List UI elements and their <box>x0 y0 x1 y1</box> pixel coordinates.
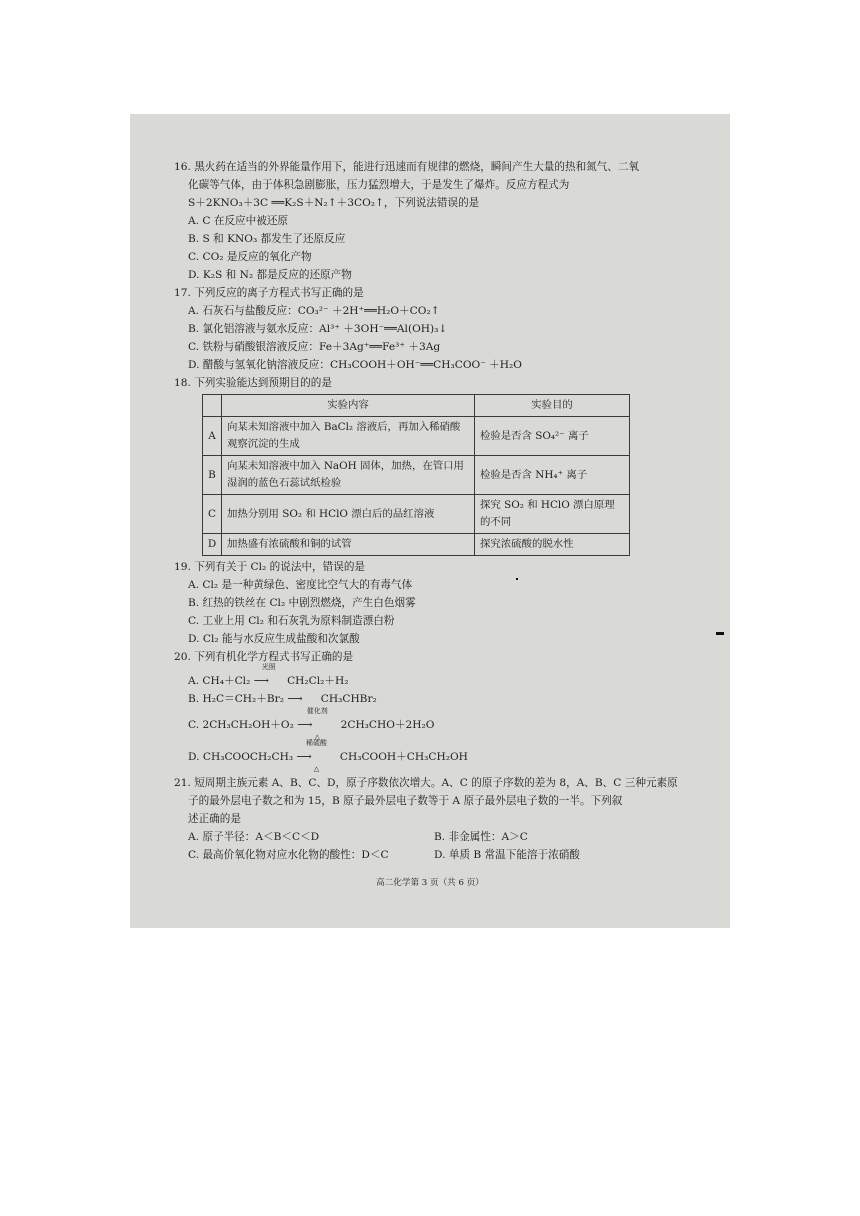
row-purpose: 探究浓硫酸的脱水性 <box>475 534 630 556</box>
reaction-arrow <box>296 739 336 773</box>
arrow-icon: ⟶ <box>296 751 312 763</box>
q21-stem-line-1: 21. 短周期主族元素 A、B、C、D，原子序数依次增大。A、C 的原子序数的差为 8，A、B、C 三种元素原 <box>174 777 678 789</box>
q21-option-c: C. 最高价氧化物对应水化物的酸性：D＜C <box>188 849 389 861</box>
q17-option-b: B. 氯化铝溶液与氨水反应：Al³⁺ ＋3OH⁻══Al(OH)₃↓ <box>188 323 448 335</box>
q20-d-left: D. CH₃COOCH₂CH₃ <box>188 751 294 763</box>
row-content: 加热分别用 SO₂ 和 HClO 漂白后的品红溶液 <box>222 495 475 534</box>
reaction-arrow <box>253 663 284 690</box>
q17-option-a: A. 石灰石与盐酸反应：CO₃²⁻ ＋2H⁺══H₂O＋CO₂↑ <box>188 305 440 317</box>
q16-option-d: D. K₂S 和 N₂ 都是反应的还原产物 <box>188 269 352 281</box>
table-row <box>203 456 630 495</box>
arrow-icon: ⟶ <box>253 675 269 687</box>
q20-stem: 20. 下列有机化学方程式书写正确的是 <box>174 651 354 663</box>
q21-stem-line-3: 述正确的是 <box>188 813 241 825</box>
arrow-condition-bottom: △ <box>313 765 320 773</box>
q16-option-a: A. C 在反应中被还原 <box>188 215 289 227</box>
row-content: 加热盛有浓硫酸和铜的试管 <box>222 534 475 556</box>
q19-option-a: A. Cl₂ 是一种黄绿色、密度比空气大的有毒气体 <box>188 579 413 591</box>
q19-stem: 19. 下列有关于 Cl₂ 的说法中，错误的是 <box>174 561 366 573</box>
q21-stem-line-2: 子的最外层电子数之和为 15，B 原子最外层电子数等于 A 原子最外层电子数的一半。下列叙 <box>188 795 623 807</box>
question-20 <box>174 648 688 773</box>
experiment-table <box>202 394 630 556</box>
table-header-content: 实验内容 <box>222 395 475 417</box>
row-purpose: 检验是否含 SO₄²⁻ 离子 <box>475 417 630 456</box>
table-row <box>203 417 630 456</box>
arrow-condition-top: 稀硫酸 <box>305 739 327 747</box>
q21-options-row-2 <box>188 846 688 864</box>
arrow-condition-top: 催化剂 <box>306 707 328 715</box>
q16-stem-line-1: 16. 黑火药在适当的外界能量作用下，能进行迅速而有规律的燃烧，瞬间产生大量的热和氮气、二氧 <box>174 161 640 173</box>
reaction-arrow <box>287 690 317 708</box>
row-content: 向某未知溶液中加入 BaCl₂ 溶液后，再加入稀硝酸观察沉淀的生成 <box>222 417 475 456</box>
scan-speck <box>516 578 518 580</box>
q21-option-a: A. 原子半径：A＜B＜C＜D <box>188 831 320 843</box>
reaction-arrow <box>297 707 337 741</box>
row-content: 向某未知溶液中加入 NaOH 固体，加热，在管口用湿润的蓝色石蕊试纸检验 <box>222 456 475 495</box>
q16-stem-line-3: S＋2KNO₃＋3C ══K₂S＋N₂↑＋3CO₂↑，下列说法错误的是 <box>188 197 480 209</box>
q16-stem-line-2: 化碳等气体，由于体积急剧膨胀，压力猛烈增大，于是发生了爆炸。反应方程式为 <box>188 179 570 191</box>
q20-b-right: CH₃CHBr₂ <box>320 693 377 705</box>
q20-a-left: A. CH₄＋Cl₂ <box>188 675 251 687</box>
q21-options-row-1 <box>188 828 688 846</box>
q20-option-b <box>188 690 688 708</box>
question-17 <box>174 284 688 374</box>
question-21 <box>174 774 688 864</box>
q20-a-right: CH₂Cl₂＋H₂ <box>287 675 349 687</box>
q20-option-a <box>188 663 688 690</box>
question-18 <box>174 374 688 556</box>
row-label: A <box>203 417 222 456</box>
q18-stem: 18. 下列实验能达到预期目的的是 <box>174 377 332 389</box>
q19-option-b: B. 红热的铁丝在 Cl₂ 中剧烈燃烧，产生白色烟雾 <box>188 597 416 609</box>
arrow-condition-top: 光照 <box>261 663 276 671</box>
row-purpose: 探究 SO₂ 和 HClO 漂白原理的不同 <box>475 495 630 534</box>
table-header-blank <box>203 395 222 417</box>
scan-mark <box>716 632 724 635</box>
q17-option-c: C. 铁粉与硝酸银溶液反应：Fe＋3Ag⁺══Fe³⁺ ＋3Ag <box>188 341 441 353</box>
q19-option-c: C. 工业上用 Cl₂ 和石灰乳为原料制造漂白粉 <box>188 615 395 627</box>
q20-b-left: B. H₂C＝CH₂＋Br₂ <box>188 693 284 705</box>
page-footer: 高二化学第 3 页（共 6 页） <box>376 878 484 888</box>
row-label: C <box>203 495 222 534</box>
arrow-condition-bottom: △ <box>314 733 320 741</box>
arrow-icon: ⟶ <box>287 693 303 705</box>
q20-option-c <box>188 707 688 741</box>
q17-stem: 17. 下列反应的离子方程式书写正确的是 <box>174 287 364 299</box>
q19-option-d: D. Cl₂ 能与水反应生成盐酸和次氯酸 <box>188 633 360 645</box>
table-header-purpose: 实验目的 <box>475 395 630 417</box>
table-header-row <box>203 395 630 417</box>
q20-d-right: CH₃COOH＋CH₃CH₂OH <box>339 751 468 763</box>
question-19 <box>174 558 688 648</box>
q16-option-c: C. CO₂ 是反应的氧化产物 <box>188 251 312 263</box>
q21-option-b: B. 非金属性：A＞C <box>434 831 528 843</box>
question-16 <box>174 158 688 284</box>
row-label: D <box>203 534 222 556</box>
row-purpose: 检验是否含 NH₄⁺ 离子 <box>475 456 630 495</box>
row-label: B <box>203 456 222 495</box>
exam-content <box>174 158 688 864</box>
scanned-page <box>130 114 730 928</box>
q20-c-left: C. 2CH₃CH₂OH＋O₂ <box>188 719 294 731</box>
table-row <box>203 495 630 534</box>
q20-c-right: 2CH₃CHO＋2H₂O <box>340 719 435 731</box>
arrow-icon: ⟶ <box>297 719 313 731</box>
q20-option-d <box>188 739 688 773</box>
q16-option-b: B. S 和 KNO₃ 都发生了还原反应 <box>188 233 346 245</box>
table-row <box>203 534 630 556</box>
q21-option-d: D. 单质 B 常温下能溶于浓硝酸 <box>434 849 580 861</box>
q17-option-d: D. 醋酸与氢氧化钠溶液反应：CH₃COOH＋OH⁻══CH₃COO⁻ ＋H₂O <box>188 359 522 371</box>
